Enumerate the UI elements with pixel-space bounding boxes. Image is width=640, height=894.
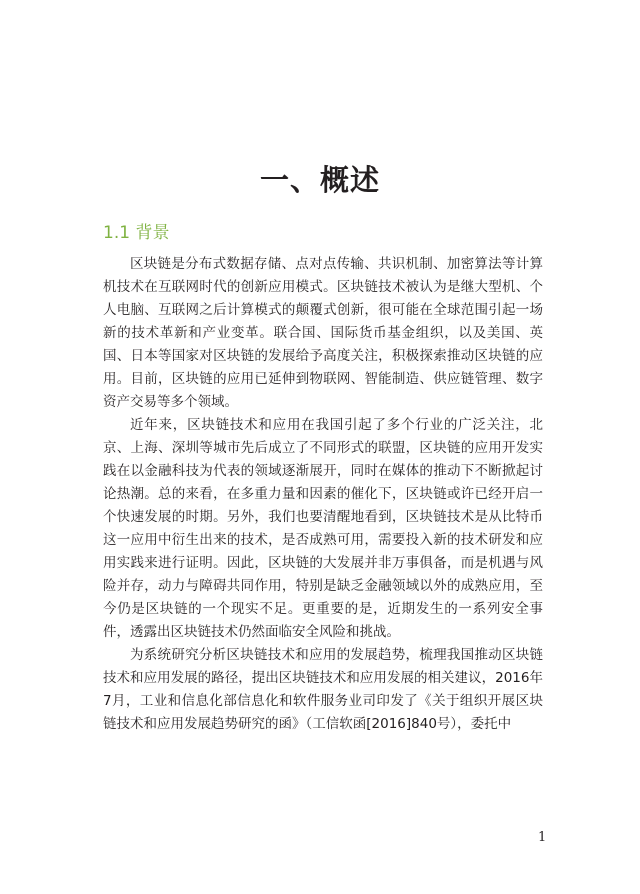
paragraph-2: 近年来，区块链技术和应用在我国引起了多个行业的广泛关注，北京、上海、深圳等城市先后成立了不同形式的联盟，区块链的应用开发实践在以金融科技为代表的领域逐渐展开，同时在媒体的推动下不断掀起讨论热潮。总的来看，在多重力量和因素的催化下，区块链或许已经开启一个快速发展的时期。另外，我们也要清醒地看到，区块链技术是从比特币这一应用中衍生出来的技术，是否成熟可用，需要投入新的技术研发和应用实践来进行证明。因此，区块链的大发展并非万事俱备，而是机遇与风险并存，动力与障碍共同作用，特别是缺乏金融领域以外的成熟应用，至今仍是区块链的一个现实不足。更重要的是，近期发生的一系列安全事件，透露出区块链技术仍然面临安全风险和挑战。 xyxy=(103,417,543,640)
paragraph-3: 为系统研究分析区块链技术和应用的发展趋势，梳理我国推动区块链技术和应用发展的路径，提出区块链技术和应用发展的相关建议，2016年7月，工业和信息化部信息化和软件服务业司印发了《关于组织开展区块链技术和应用发展趋势研究的函》（工信软函[2016]840号），委托中 xyxy=(103,647,543,732)
chapter-title: 一、概述 xyxy=(259,163,380,197)
body-text xyxy=(103,253,543,736)
section-title: 1.1 背景 xyxy=(103,223,170,243)
page-number: 1 xyxy=(538,830,547,845)
paragraph-1: 区块链是分布式数据存储、点对点传输、共识机制、加密算法等计算机技术在互联网时代的创新应用模式。区块链技术被认为是继大型机、个人电脑、互联网之后计算模式的颠覆式创新，很可能在全球范围引起一场新的技术革新和产业变革。联合国、国际货币基金组织，以及美国、英国、日本等国家对区块链的发展给予高度关注，积极探索推动区块链的应用。目前，区块链的应用已延伸到物联网、智能制造、供应链管理、数字资产交易等多个领域。 xyxy=(103,256,543,410)
